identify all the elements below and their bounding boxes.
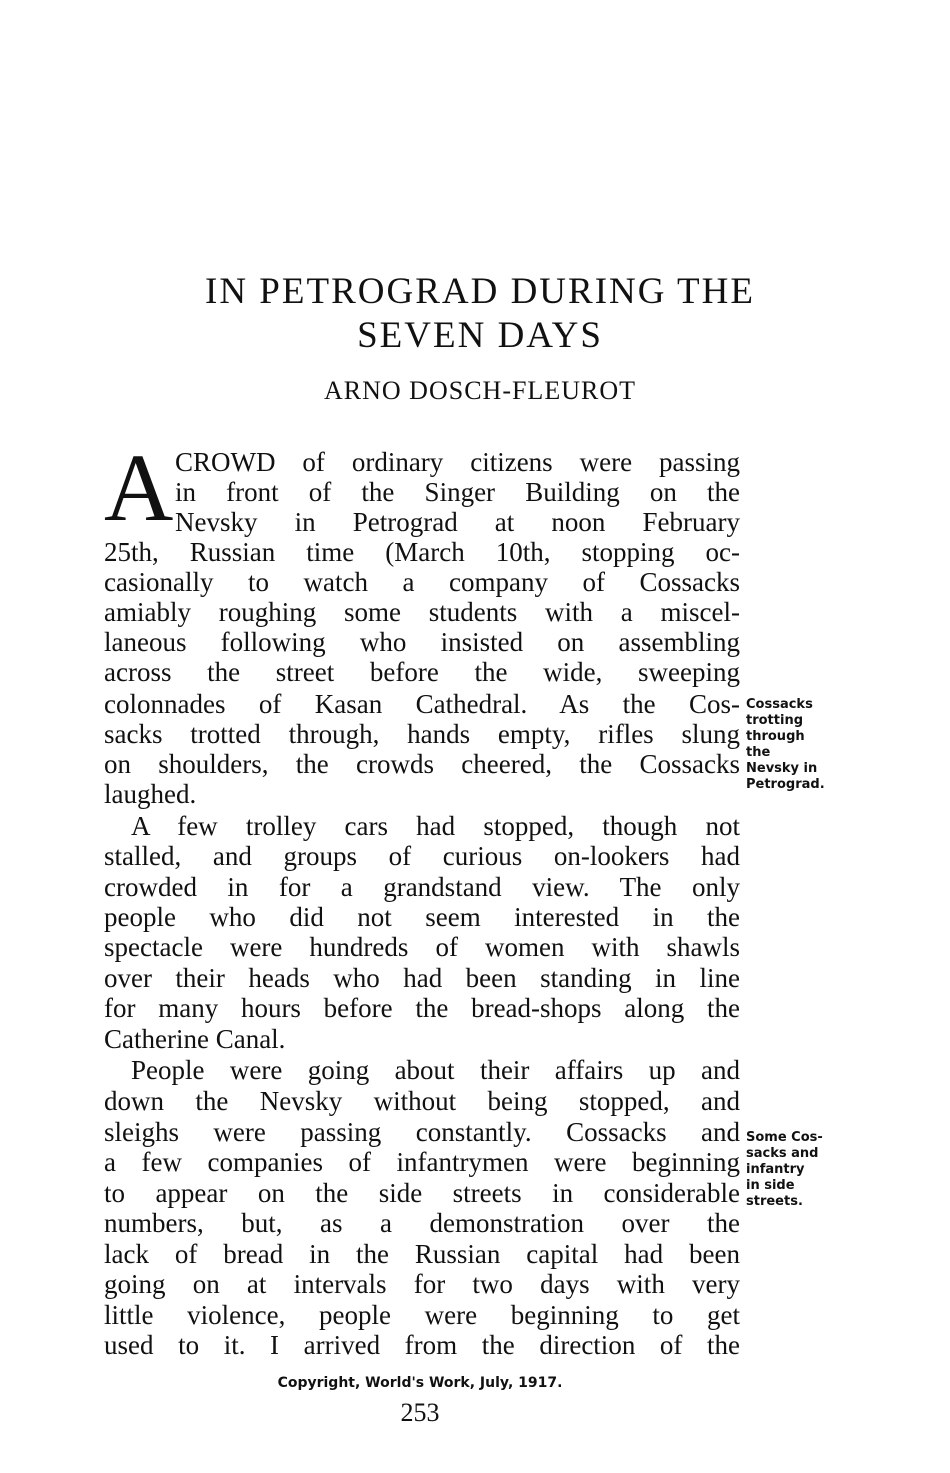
body-line: across the street before the wide, sweeping (104, 657, 740, 687)
body-line: used to it. I arrived from the direction of the (104, 1330, 740, 1360)
body-line: going on at intervals for two days with very (104, 1269, 740, 1299)
margin-note-line: Some Cos- (746, 1130, 823, 1145)
body-line: CROWD of ordinary citizens were passing (175, 447, 740, 477)
margin-note-infantry (746, 1130, 856, 1210)
body-line: in front of the Singer Building on the (175, 477, 740, 507)
margin-note-line: the (746, 745, 771, 760)
body-line: little violence, people were beginning to get (104, 1300, 740, 1330)
body-line: A few trolley cars had stopped, though not (131, 811, 740, 841)
body-line: people who did not seem interested in the (104, 902, 740, 932)
body-line: amiably roughing some students with a miscel- (104, 597, 740, 627)
body-line: People were going about their affairs up and (131, 1055, 740, 1085)
body-line: sacks trotted through, hands empty, rifles slung (104, 719, 740, 749)
body-line: Catherine Canal. (104, 1024, 286, 1054)
body-line: casionally to watch a company of Cossacks (104, 567, 740, 597)
margin-note-line: in side (746, 1178, 795, 1193)
body-line: 25th, Russian time (March 10th, stopping oc- (104, 537, 740, 567)
body-line: sleighs were passing constantly. Cossacks and (104, 1117, 740, 1147)
margin-note-line: Nevsky in (746, 761, 818, 776)
margin-note-cossacks (746, 697, 856, 793)
body-line: laughed. (104, 779, 197, 809)
body-line: down the Nevsky without being stopped, and (104, 1086, 740, 1116)
body-line: stalled, and groups of curious on-lookers had (104, 841, 740, 871)
body-line: a few companies of infantrymen were beginning (104, 1147, 740, 1177)
body-line: spectacle were hundreds of women with shawls (104, 932, 740, 962)
margin-note-line: infantry (746, 1162, 805, 1177)
margin-note-line: trotting (746, 713, 804, 728)
margin-note-line: Petrograd. (746, 777, 825, 792)
margin-note-line: streets. (746, 1194, 803, 1209)
body-line: numbers, but, as a demonstration over the (104, 1208, 740, 1238)
body-line: on shoulders, the crowds cheered, the Cossacks (104, 749, 740, 779)
body-line: to appear on the side streets in considerable (104, 1178, 740, 1208)
body-line: colonnades of Kasan Cathedral. As the Cos- (104, 689, 740, 719)
body-line: lack of bread in the Russian capital had been (104, 1239, 740, 1269)
article-author: ARNO DOSCH-FLEUROT (324, 376, 636, 405)
body-line: over their heads who had been standing in line (104, 963, 740, 993)
drop-cap: A (104, 434, 174, 541)
article-title-line-2: SEVEN DAYS (357, 315, 603, 356)
page-number: 253 (400, 1398, 440, 1427)
body-line: crowded in for a grandstand view. The only (104, 872, 740, 902)
body-line: Nevsky in Petrograd at noon February (175, 507, 740, 537)
article-title-line-1: IN PETROGRAD DURING THE (205, 271, 755, 312)
body-line: laneous following who insisted on assembling (104, 627, 740, 657)
copyright-line: Copyright, World's Work, July, 1917. (277, 1375, 563, 1391)
body-line: for many hours before the bread-shops along the (104, 993, 740, 1023)
margin-note-line: through (746, 729, 805, 744)
margin-note-line: Cossacks (746, 697, 813, 712)
margin-note-line: sacks and (746, 1146, 819, 1161)
